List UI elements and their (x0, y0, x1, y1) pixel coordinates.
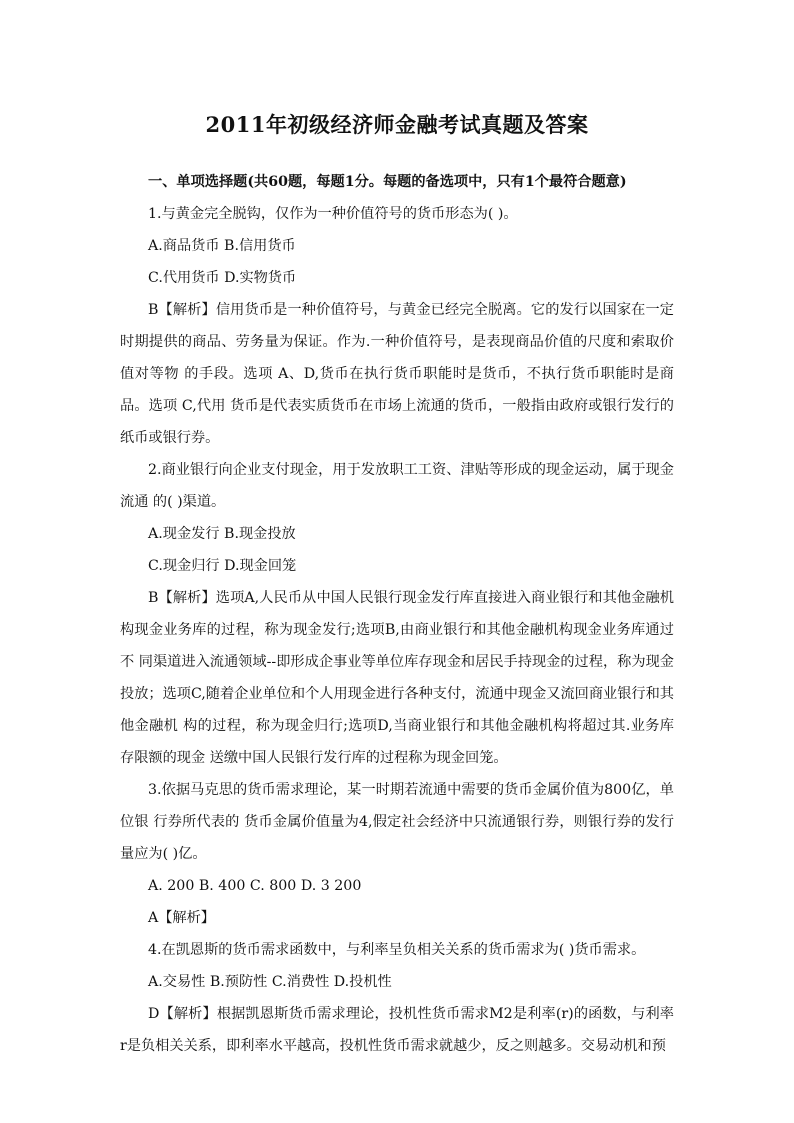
document-title: 2011年初级经济师金融考试真题及答案 (205, 112, 589, 137)
question-1-analysis: B【解析】信用货币是一种价值符号，与黄金已经完全脱离。它的发行以国家在一定时期提供的商品、劳务量为保证。作为.一种价值符号，是表现商品价值的尺度和索取价值对等物 的手段。选项 A、D,货币在执行货币职能时是货币，不执行货币职能时是商品。选项 C,代用 货币是代表实质货币在市场上流通的货币，一般指由政府或银行发行的纸币或银行券。 (120, 302, 674, 446)
question-2-options-cd: C.现金归行 D.现金回笼 (148, 558, 297, 574)
question-4-stem: 4.在凯恩斯的货币需求函数中，与利率呈负相关关系的货币需求为( )货币需求。 (148, 942, 646, 958)
question-3-analysis: A【解析】 (148, 910, 215, 926)
question-4-analysis: D【解析】根据凯恩斯货币需求理论，投机性货币需求M2是利率(r)的函数，与利率r是负相关关系，即利率水平越高，投机性货币需求就越少，反之则越多。交易动机和预 (120, 1006, 674, 1054)
section-heading: 一、单项选择题(共60题，每题1分。每题的备选项中，只有1个最符合题意) (148, 174, 627, 190)
question-4-options: A.交易性 B.预防性 C.消费性 D.投机性 (148, 974, 392, 990)
question-3-options: A. 200 B. 400 C. 800 D. 3 200 (148, 878, 362, 894)
question-1-options-cd: C.代用货币 D.实物货币 (148, 270, 297, 286)
question-1-options-ab: A.商品货币 B.信用货币 (148, 238, 296, 254)
question-1-stem: 1.与黄金完全脱钩，仅作为一种价值符号的货币形态为( )。 (148, 206, 518, 222)
question-2-options-ab: A.现金发行 B.现金投放 (148, 526, 296, 542)
question-3-stem: 3.依据马克思的货币需求理论，某一时期若流通中需要的货币金属价值为800亿，单位银 行券所代表的 货币金属价值量为4,假定社会经济中只流通银行券，则银行券的发行量应为( )亿。 (120, 782, 674, 862)
question-2-stem: 2.商业银行向企业支付现金，用于发放职工工资、津贴等形成的现金运动，属于现金流通 的( )渠道。 (120, 462, 674, 510)
question-2-analysis: B【解析】选项A,人民币从中国人民银行现金发行库直接进入商业银行和其他金融机构现金业务库的过程，称为现金发行;选项B,由商业银行和其他金融机构现金业务库通过不 同渠道进入流通领域--即形成企事业等单位库存现金和居民手持现金的过程，称为现金投放；选项C,随着企业单位和个人用现金进行各种支付，流通中现金又流回商业银行和其他金融机 构的过程，称为现金归行;选项D,当商业银行和其他金融机构将超过其.业务库存限额的现金 送缴中国人民银行发行库的过程称为现金回笼。 (120, 590, 674, 766)
